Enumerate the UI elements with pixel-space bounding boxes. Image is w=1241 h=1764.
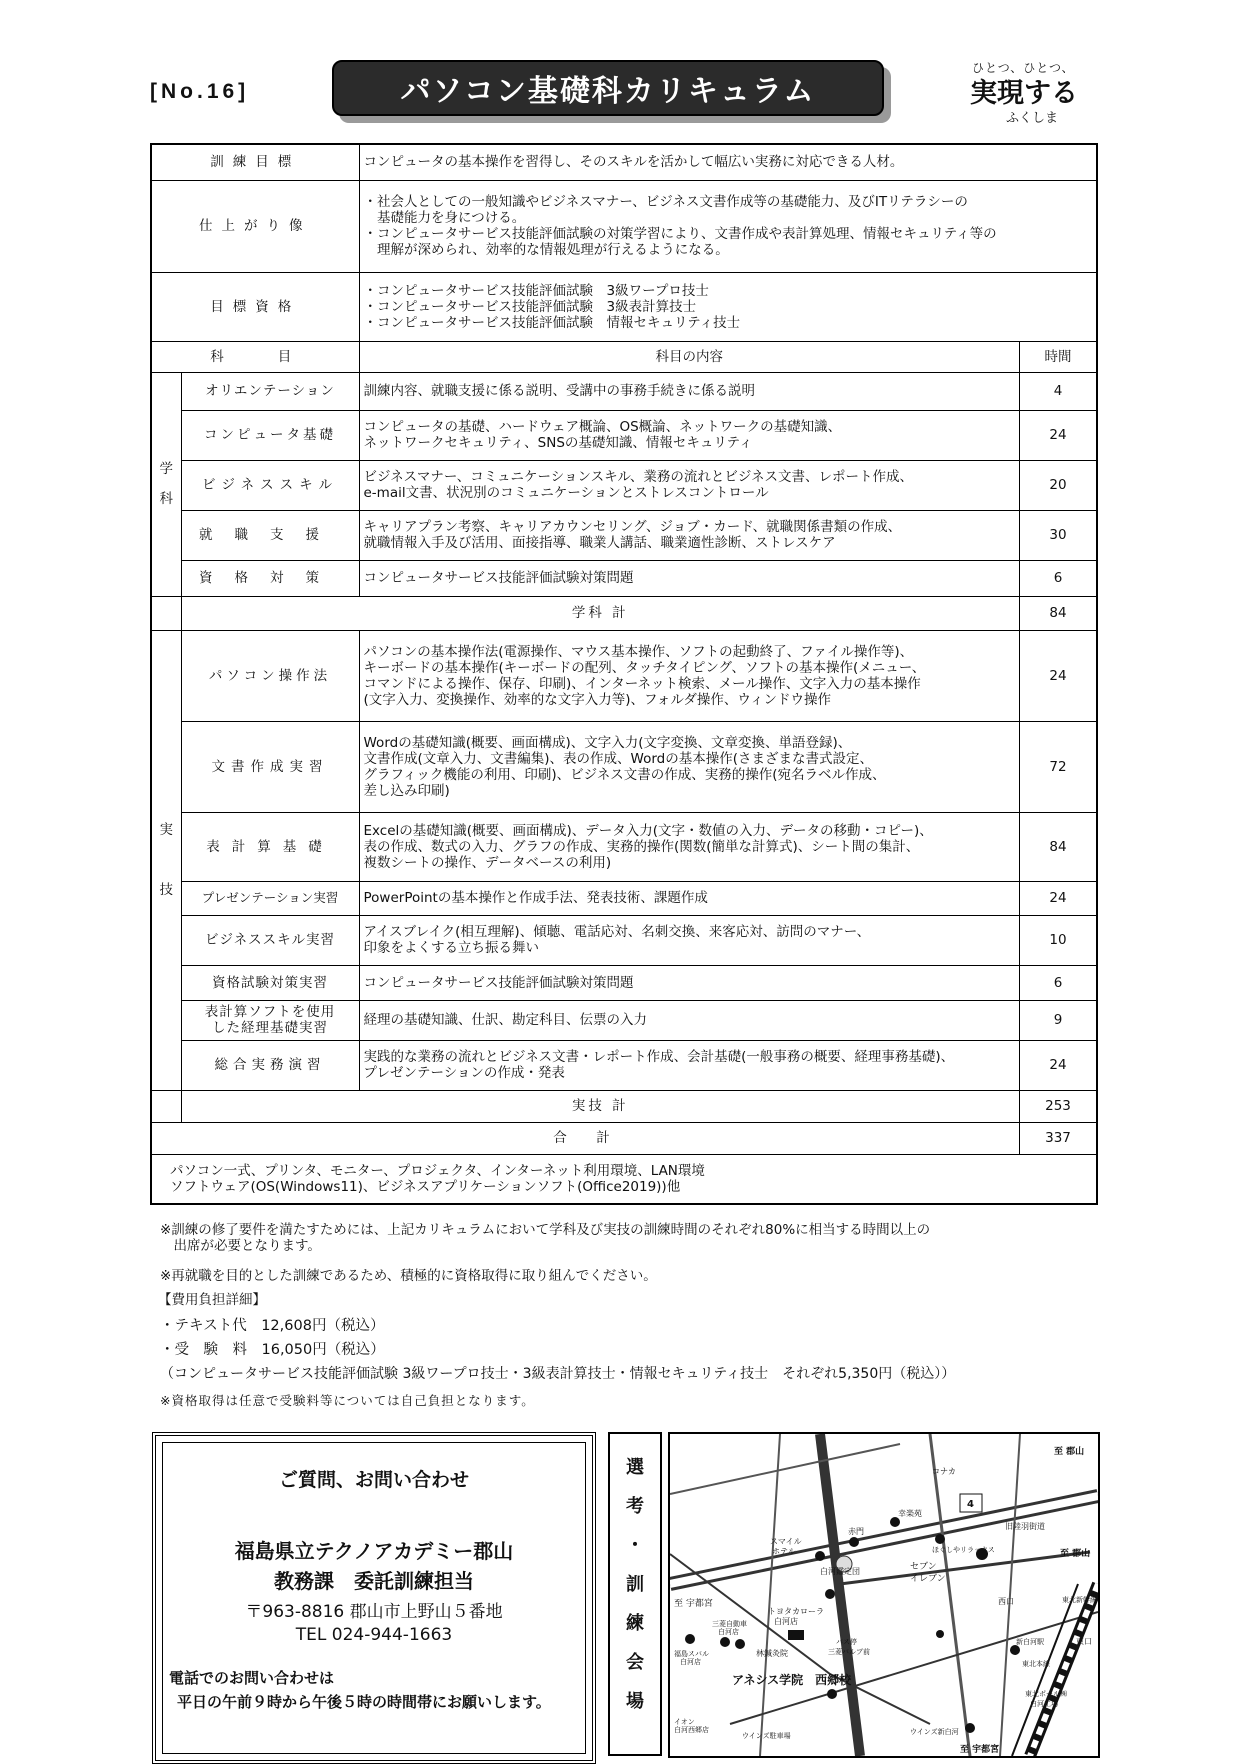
contact-tel: TEL 024-944-1663	[295, 1625, 453, 1645]
subject-name: 就職支援	[181, 510, 359, 560]
cost-exam-detail: （コンピュータサービス技能評価試験 3級ワープロ技士・3級表計算技士・情報セキュリティ技士 それぞれ5,350円（税込））	[160, 1366, 956, 1382]
subject-name: コンピュータ基礎	[181, 410, 359, 460]
subject-name: 表計算ソフトを使用した経理基礎実習	[181, 1000, 359, 1040]
subject-hours: 10	[1020, 915, 1098, 965]
subject-name: プレゼンテーション実習	[181, 881, 359, 915]
cost-text: ・テキスト代 12,608円（税込）	[160, 1318, 385, 1334]
subject-content: 訓練内容、就職支援に係る説明、受講中の事務手続きに係る説明	[359, 372, 1020, 410]
access-map	[668, 1432, 1100, 1758]
qual-text: ・コンピュータサービス技能評価試験 3級ワープロ技士 ・コンピュータサービス技能評価試験 3級表計算技士 ・コンピュータサービス技能評価試験 情報セキュリティ技士	[359, 272, 1097, 341]
fukushima-logo	[968, 58, 1086, 128]
svg-text:コナカ: コナカ	[932, 1467, 956, 1476]
subject-hours: 24	[1020, 881, 1098, 915]
subject-header: 科 目	[151, 341, 359, 372]
subject-content: キャリアプラン考察、キャリアカウンセリング、ジョブ・カード、就職関係書類の作成、 就職情報入手及び活用、面接指導、職業人講話、職業適性診断、ストレスケア	[359, 510, 1020, 560]
subject-content: コンピュータの基礎、ハードウェア概論、OS概論、ネットワークの基礎知識、 ネットワークセキュリティ、SNSの基礎知識、情報セキュリティ	[359, 410, 1020, 460]
subject-name: パソコン操作法	[181, 630, 359, 721]
svg-text:旧陸羽街道: 旧陸羽街道	[1005, 1522, 1045, 1531]
subject-content: PowerPointの基本操作と作成手法、発表技術、課題作成	[359, 881, 1020, 915]
svg-text:新白河駅: 新白河駅	[1016, 1638, 1044, 1646]
subject-content: コンピュータサービス技能評価試験対策問題	[359, 965, 1020, 1000]
svg-text:スマイル: スマイル	[770, 1537, 802, 1546]
svg-text:ホテル: ホテル	[772, 1547, 796, 1556]
subject-content: Excelの基礎知識(概要、画面構成)、データ入力(文字・数値の入力、データの移動・コピー)、 表の作成、数式の入力、グラフの作成、実務的操作(関数(簡単な計算式)、シート間の集計、 複数シートの操作、データベースの利用)	[359, 812, 1020, 881]
subject-content: アイスブレイク(相互理解)、傾聴、電話応対、名刺交換、来客応対、訪問のマナー、 印象をよくする立ち振る舞い	[359, 915, 1020, 965]
goal-label: 訓練目標	[151, 144, 359, 180]
image-text: ・社会人としての一般知識やビジネスマナー、ビジネス文書作成等の基礎能力、及びITリテラシーの 基礎能力を身につける。 ・コンピュータサービス技能評価試験の対策学習により、文書作成や表計算処理、情報セキュリティ等の 理解が深められ、効率的な情報処理が行えるようになる。	[359, 180, 1097, 272]
note-qualification: ※再就職を目的とした訓練であるため、積極的に資格取得に取り組んでください。	[160, 1268, 657, 1284]
subject-name: 資格試験対策実習	[181, 965, 359, 1000]
phone-hours: 平日の午前９時から午後５時の時間帯にお願いします。	[177, 1693, 551, 1711]
content-header: 科目の内容	[359, 341, 1020, 372]
image-label: 仕上がり像	[151, 180, 359, 272]
subject-content: 経理の基礎知識、仕訳、勘定科目、伝票の入力	[359, 1000, 1020, 1040]
note-completion: ※訓練の修了要件を満たすためには、上記カリキュラムにおいて学科及び実技の訓練時間のそれぞれ80%に相当する時間以上の 出席が必要となります。	[160, 1222, 931, 1254]
subject-hours: 24	[1020, 410, 1098, 460]
grand-total: 337	[1020, 1122, 1098, 1154]
subject-hours: 24	[1020, 1040, 1098, 1090]
svg-text:白河店: 白河店	[774, 1617, 798, 1626]
subject-name: ビジネススキル	[181, 460, 359, 510]
svg-text:白河店: 白河店	[718, 1628, 739, 1636]
svg-text:白河西郷店: 白河西郷店	[674, 1726, 709, 1734]
contact-box	[152, 1432, 596, 1764]
svg-text:ウインズ新白河: ウインズ新白河	[910, 1728, 959, 1736]
subject-hours: 6	[1020, 965, 1098, 1000]
svg-text:至 宇都宮: 至 宇都宮	[960, 1745, 1000, 1755]
svg-text:4: 4	[967, 1499, 974, 1510]
svg-text:白河工場: 白河工場	[1030, 1700, 1058, 1708]
subject-content: パソコンの基本操作法(電源操作、マウス基本操作、ソフトの起動終了、ファイル操作等)、 キーボードの基本操作(キーボードの配列、タッチタイピング、ソフトの基本操作(メニュー、 コマンドによる操作、保存、印刷)、インターネット検索、メール操作、文字入力の基本操作 (文字入力、変換操作、効率的な文字入力等)、フォルダ操作、ウィンドウ操作	[359, 630, 1020, 721]
svg-text:至 宇都宮: 至 宇都宮	[674, 1599, 713, 1609]
svg-text:三菱自動車: 三菱自動車	[712, 1620, 747, 1628]
subject-content: Wordの基礎知識(概要、画面構成)、文字入力(文字変換、文章変換、単語登録)、 文書作成(文章入力、文書編集)、表の作成、Wordの基本操作(さまざまな書式設定、 グラフィック機能の利用、印刷)、ビジネス文書の作成、実務的操作(宛名ラベル作成、 差し込み印刷)	[359, 721, 1020, 812]
svg-text:至 郡山: 至 郡山	[1054, 1447, 1085, 1457]
svg-text:イレブン: イレブン	[910, 1574, 946, 1584]
phone-note: 電話でのお問い合わせは	[169, 1669, 335, 1687]
subject-content: ビジネスマナー、コミュニケーションスキル、業務の流れとビジネス文書、レポート作成、 e-mail文書、状況別のコミュニケーションとストレスコントロール	[359, 460, 1020, 510]
subject-name: 表計算基礎	[181, 812, 359, 881]
subject-hours: 6	[1020, 560, 1098, 596]
subject-name: 文書作成実習	[181, 721, 359, 812]
hours-header: 時間	[1020, 341, 1098, 372]
cost-exam: ・受 験 料 16,050円（税込）	[160, 1342, 385, 1358]
grand-total-label: 合 計	[151, 1122, 1020, 1154]
svg-text:林鍼灸院: 林鍼灸院	[756, 1649, 788, 1658]
group-jitsugi: 実 技	[151, 630, 181, 1090]
svg-text:実現する: 実現する	[970, 78, 1078, 109]
svg-text:東北新幹線: 東北新幹線	[1062, 1596, 1097, 1604]
svg-text:ウインズ駐車場: ウインズ駐車場	[742, 1732, 791, 1740]
svg-text:ほぐしやリラックス: ほぐしやリラックス	[932, 1546, 995, 1554]
subject-hours: 4	[1020, 372, 1098, 410]
gakka-total-label: 学科 計	[181, 596, 1020, 630]
svg-text:白河店: 白河店	[680, 1658, 701, 1666]
subject-name: 資格対策	[181, 560, 359, 596]
subject-content: 実践的な業務の流れとビジネス文書・レポート作成、会計基礎(一般事務の概要、経理事務基礎)、 プレゼンテーションの作成・発表	[359, 1040, 1020, 1090]
svg-text:福島スバル: 福島スバル	[674, 1650, 709, 1658]
goal-text: コンピュータの基本操作を習得し、そのスキルを活かして幅広い実務に対応できる人材。	[359, 144, 1097, 180]
subject-hours: 24	[1020, 630, 1098, 721]
svg-text:バス停: バス停	[836, 1638, 857, 1646]
contact-title: ご質問、お問い合わせ	[278, 1469, 469, 1491]
svg-text:白河鑑定団: 白河鑑定団	[820, 1567, 860, 1576]
svg-text:幸楽苑: 幸楽苑	[898, 1509, 922, 1518]
document-number: [No.16]	[150, 80, 250, 103]
svg-text:アネシス学院 西郷校: アネシス学院 西郷校	[732, 1673, 852, 1687]
svg-text:イオン: イオン	[674, 1718, 695, 1726]
subject-hours: 72	[1020, 721, 1098, 812]
qual-label: 目標資格	[151, 272, 359, 341]
subject-hours: 20	[1020, 460, 1098, 510]
svg-text:赤門: 赤門	[848, 1527, 864, 1536]
group-gakka: 学 科	[151, 372, 181, 596]
svg-text:東北ポール㈱: 東北ポール㈱	[1025, 1690, 1067, 1698]
svg-text:ふくしま: ふくしま	[1006, 111, 1059, 126]
subject-name: オリエンテーション	[181, 372, 359, 410]
svg-text:三菱バルブ前: 三菱バルブ前	[828, 1648, 870, 1656]
subject-content: コンピュータサービス技能評価試験対策問題	[359, 560, 1020, 596]
jitsugi-total: 253	[1020, 1090, 1098, 1122]
contact-dept: 教務課 委託訓練担当	[274, 1569, 474, 1593]
svg-text:西口: 西口	[998, 1597, 1014, 1606]
subject-hours: 30	[1020, 510, 1098, 560]
jitsugi-total-label: 実技 計	[181, 1090, 1020, 1122]
svg-text:至 郡山: 至 郡山	[1060, 1549, 1091, 1559]
cost-title: 【費用負担詳細】	[158, 1292, 266, 1308]
contact-address: 〒963-8816 郡山市上野山５番地	[245, 1602, 503, 1622]
svg-text:トヨタカローラ: トヨタカローラ	[768, 1607, 824, 1616]
svg-text:東口: 東口	[1076, 1637, 1092, 1646]
svg-text:東北本線: 東北本線	[1022, 1660, 1050, 1668]
subject-name: 総合実務演習	[181, 1040, 359, 1090]
contact-org: 福島県立テクノアカデミー郡山	[234, 1539, 514, 1563]
curriculum-table	[150, 143, 1098, 1205]
subject-name: ビジネススキル実習	[181, 915, 359, 965]
venue-label: 選 考 ・ 訓 練 会 場	[608, 1432, 662, 1756]
svg-text:ひとつ、ひとつ、: ひとつ、ひとつ、	[972, 61, 1075, 75]
equipment: パソコン一式、プリンタ、モニター、プロジェクタ、インターネット利用環境、LAN環境 ソフトウェア(OS(Windows11)、ビジネスアプリケーションソフト(Office2019))他	[151, 1154, 1097, 1204]
subject-hours: 9	[1020, 1000, 1098, 1040]
page-title: パソコン基礎科カリキュラム	[332, 60, 884, 116]
note-fee: ※資格取得は任意で受験料等については自己負担となります。	[160, 1393, 535, 1408]
svg-text:セブン: セブン	[910, 1562, 937, 1572]
subject-hours: 84	[1020, 812, 1098, 881]
gakka-total: 84	[1020, 596, 1098, 630]
